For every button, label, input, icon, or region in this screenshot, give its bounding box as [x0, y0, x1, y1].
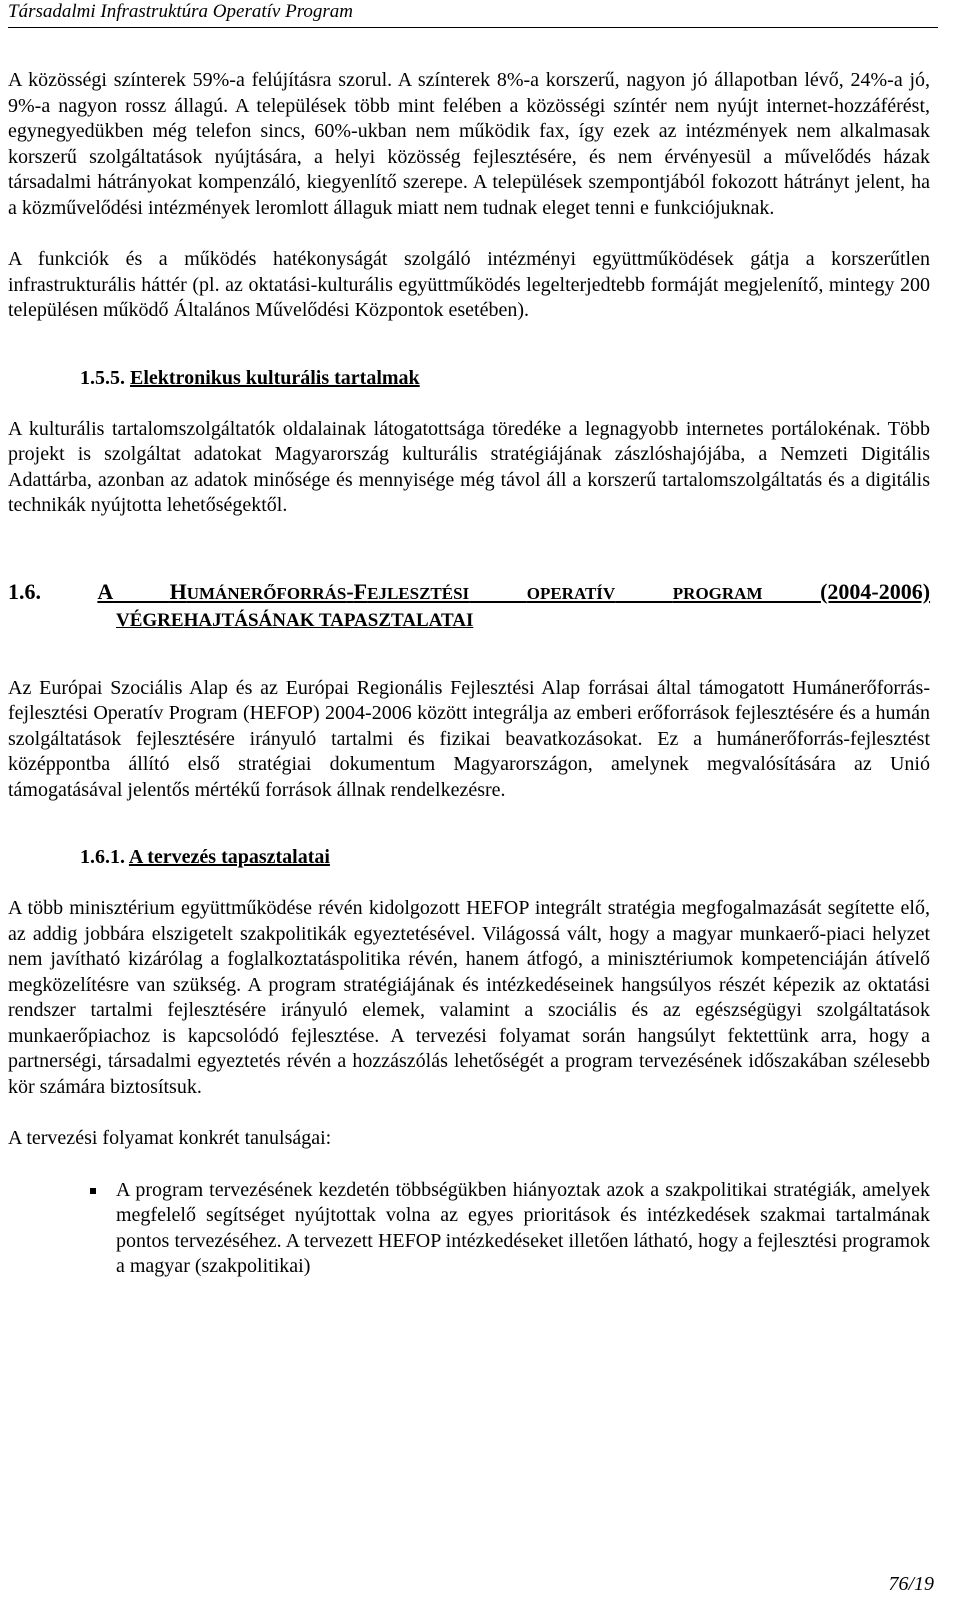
page-content: [8, 68, 930, 1280]
section-title: Elektronikus kulturális tartalmak: [130, 366, 420, 389]
chapter-heading-1-6: [8, 577, 930, 608]
paragraph-lessons-intro: A tervezési folyamat konkrét tanulságai:: [8, 1127, 332, 1149]
square-bullet-icon: [90, 1188, 96, 1194]
chapter-title-line2: VÉGREHAJTÁSÁNAK TAPASZTALATAI: [116, 609, 474, 631]
running-header: Társadalmi Infrastruktúra Operatív Program: [8, 0, 938, 28]
section-heading-1-6-1: [8, 845, 930, 870]
chapter-title-line1: A HUMÁNERŐFORRÁS-FEJLESZTÉSI OPERATÍV PROGRAM (2004-2006): [97, 578, 931, 604]
paragraph-institutional-cooperation: A funkciók és a működés hatékonyságát szolgáló intézményi együttműködések gátja a korszerűtlen infrastrukturális háttér (pl. az oktatási-kulturális együttműködés legelterjedtebb formáját megjelenítő, mintegy 200 településen működő Általános Művelődési Központok esetében).: [8, 248, 930, 321]
chapter-number: 1.6.: [8, 578, 41, 604]
page-number: 76/19: [888, 1573, 934, 1595]
section-number: 1.5.5.: [80, 366, 125, 389]
paragraph-planning-experience: A több minisztérium együttműködése révén kidolgozott HEFOP integrált stratégia megfogalmazását segítette elő, az addig jobbára elszigetelt szakpolitikák egyeztetésével. Világossá vált, hogy a magyar munkaerő-piaci helyzet nem javítható kizárólag a foglalkoztatáspolitika révén, hanem átfogó, a minisztériumok kompetenciáján átívelő megközelítésre van szükség. A program stratégiájának és intézkedéseinek hangsúlyos részét képezik az oktatási rendszer tartalmi fejlesztésére irányuló elemek, valamint a szociális és az egészségügyi szolgáltatások munkaerőpiachoz is kapcsolódó fejlesztése. A tervezési folyamat során hangsúlyt fektettünk arra, hogy a partnerségi, társadalmi egyeztetés révén a hozzászólás lehetőségét a program tervezésének időszakában szélesebb kör számára biztosítsuk.: [8, 897, 930, 1098]
section-number: 1.6.1.: [80, 846, 125, 868]
lessons-list: [8, 1178, 930, 1280]
list-item-text: A program tervezésének kezdetén többségükben hiányoztak azok a szakpolitikai stratégiák, amelyek megfelelő segítséget nyújtottak volna az egyes prioritások és intézkedések szakmai tartalmának pontos tervezéséhez. A tervezett HEFOP intézkedéseket illetően látható, hogy a fejlesztési programok a magyar (szakpolitikai): [116, 1178, 930, 1277]
list-item: [8, 1178, 930, 1280]
section-title: A tervezés tapasztalatai: [128, 846, 330, 868]
paragraph-community-spaces: A közösségi színterek 59%-a felújításra szorul. A színterek 8%-a korszerű, nagyon jó állapotban lévő, 24%-a jó, 9%-a nagyon rossz állagú. A települések több mint felében a közösségi színtér nem nyújt internet-hozzáférést, egynegyedükben még telefon sincs, 60%-ukban nem működik fax, így ezek az intézmények nem alkalmasak korszerű szolgáltatások nyújtására, a helyi közösség fejlesztésére, és nem érvényesül a művelődés házak társadalmi hátrányokat kompenzáló, kiegyenlítő szerepe. A települések szempontjából fokozott hátrányt jelent, ha a közművelődési intézmények leromlott állaguk miatt nem tudnak eleget tenni e funkciójuknak.: [8, 69, 930, 219]
section-heading-1-5-5: [8, 366, 930, 391]
paragraph-electronic-content: A kulturális tartalomszolgáltatók oldalainak látogatottsága töredéke a legnagyobb internetes portálokénak. Több projekt is szolgáltat adatokat Magyarország kulturális stratégiájának zászlóshajójába, a Nemzeti Digitális Adattárba, azonban az adatok minősége és mennyisége még távol áll a korszerű tartalomszolgáltatás és a digitális technikák nyújtotta lehetőségektől.: [8, 417, 930, 516]
paragraph-hefop-overview: Az Európai Szociális Alap és az Európai Regionális Fejlesztési Alap forrásai által támogatott Humánerőforrás-fejlesztési Operatív Program (HEFOP) 2004-2006 között integrálja az emberi erőforrások fejlesztésére és a humán szolgáltatások fejlesztésére irányuló tartalmi és fizikai beavatkozásokat. Ez a humánerőforrás-fejlesztést középpontba állító első stratégiai dokumentum Magyarországon, amelynek megvalósítására az Unió támogatásával jelentős mértékű források állnak rendelkezésre.: [8, 676, 930, 801]
